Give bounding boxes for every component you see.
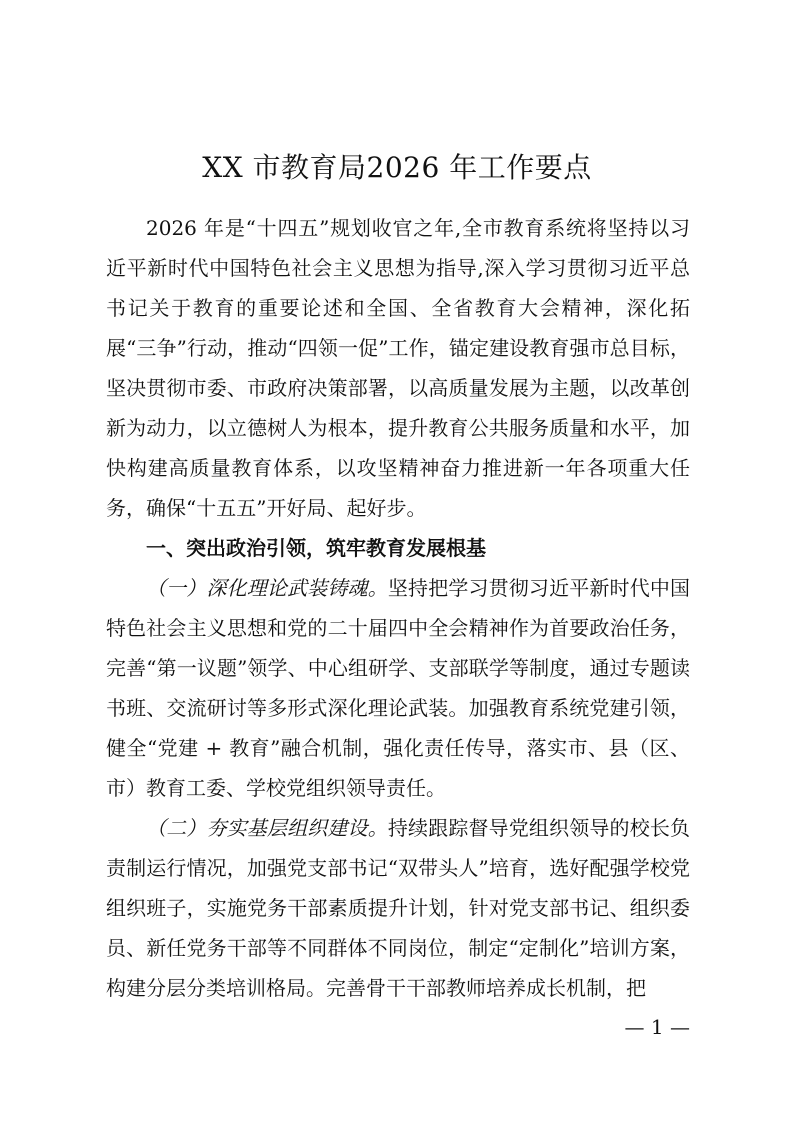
document-title: XX 市教育局2026 年工作要点 [202, 151, 592, 184]
item-1-text: 坚持把学习贯彻习近平新时代中国特色社会主义思想和党的二十届四中全会精神作为首要政治任务，完善“第一议题”领学、中心组研学、支部联学等制度，通过专题读书班、交流研讨等多形式深化理论武装。加强教育系统党建引领，健全“党建 + 教育”融合机制，强化责任传导，落实市、县（区、市）教育工委、学校党组织领导责任。 [106, 576, 691, 800]
item-2-text: 持续跟踪督导党组织领导的校长负责制运行情况，加强党支部书记“双带头人”培育，选好配强学校党组织班子，实施党务干部素质提升计划，针对党支部书记、组织委员、新任党务干部等不同群体不同岗位，制定“定制化”培训方案，构建分层分类培训格局。完善骨干干部教师培养成长机制，把 [106, 816, 691, 1000]
document-body [106, 208, 690, 1008]
item-paragraph-1 [106, 568, 690, 808]
intro-paragraph: 2026 年是“十四五”规划收官之年,全市教育系统将坚持以习近平新时代中国特色社会主义思想为指导,深入学习贯彻习近平总书记关于教育的重要论述和全国、全省教育大会精神，深化拓展“三争”行动，推动“四领一促”工作，锚定建设教育强市总目标，坚决贯彻市委、市政府决策部署，以高质量发展为主题，以改革创新为动力，以立德树人为根本，提升教育公共服务质量和水平，加快构建高质量教育体系，以攻坚精神奋力推进新一年各项重大任务，确保“十五五”开好局、起好步。 [106, 216, 690, 520]
item-1-label: （一）深化理论武装铸魂。 [146, 576, 388, 600]
item-2-label: （二）夯实基层组织建设。 [146, 816, 388, 840]
item-paragraph-2 [106, 808, 690, 1008]
page-number: — 1 — [624, 1015, 690, 1039]
section-heading-1: 一、突出政治引领，筑牢教育发展根基 [146, 536, 486, 560]
